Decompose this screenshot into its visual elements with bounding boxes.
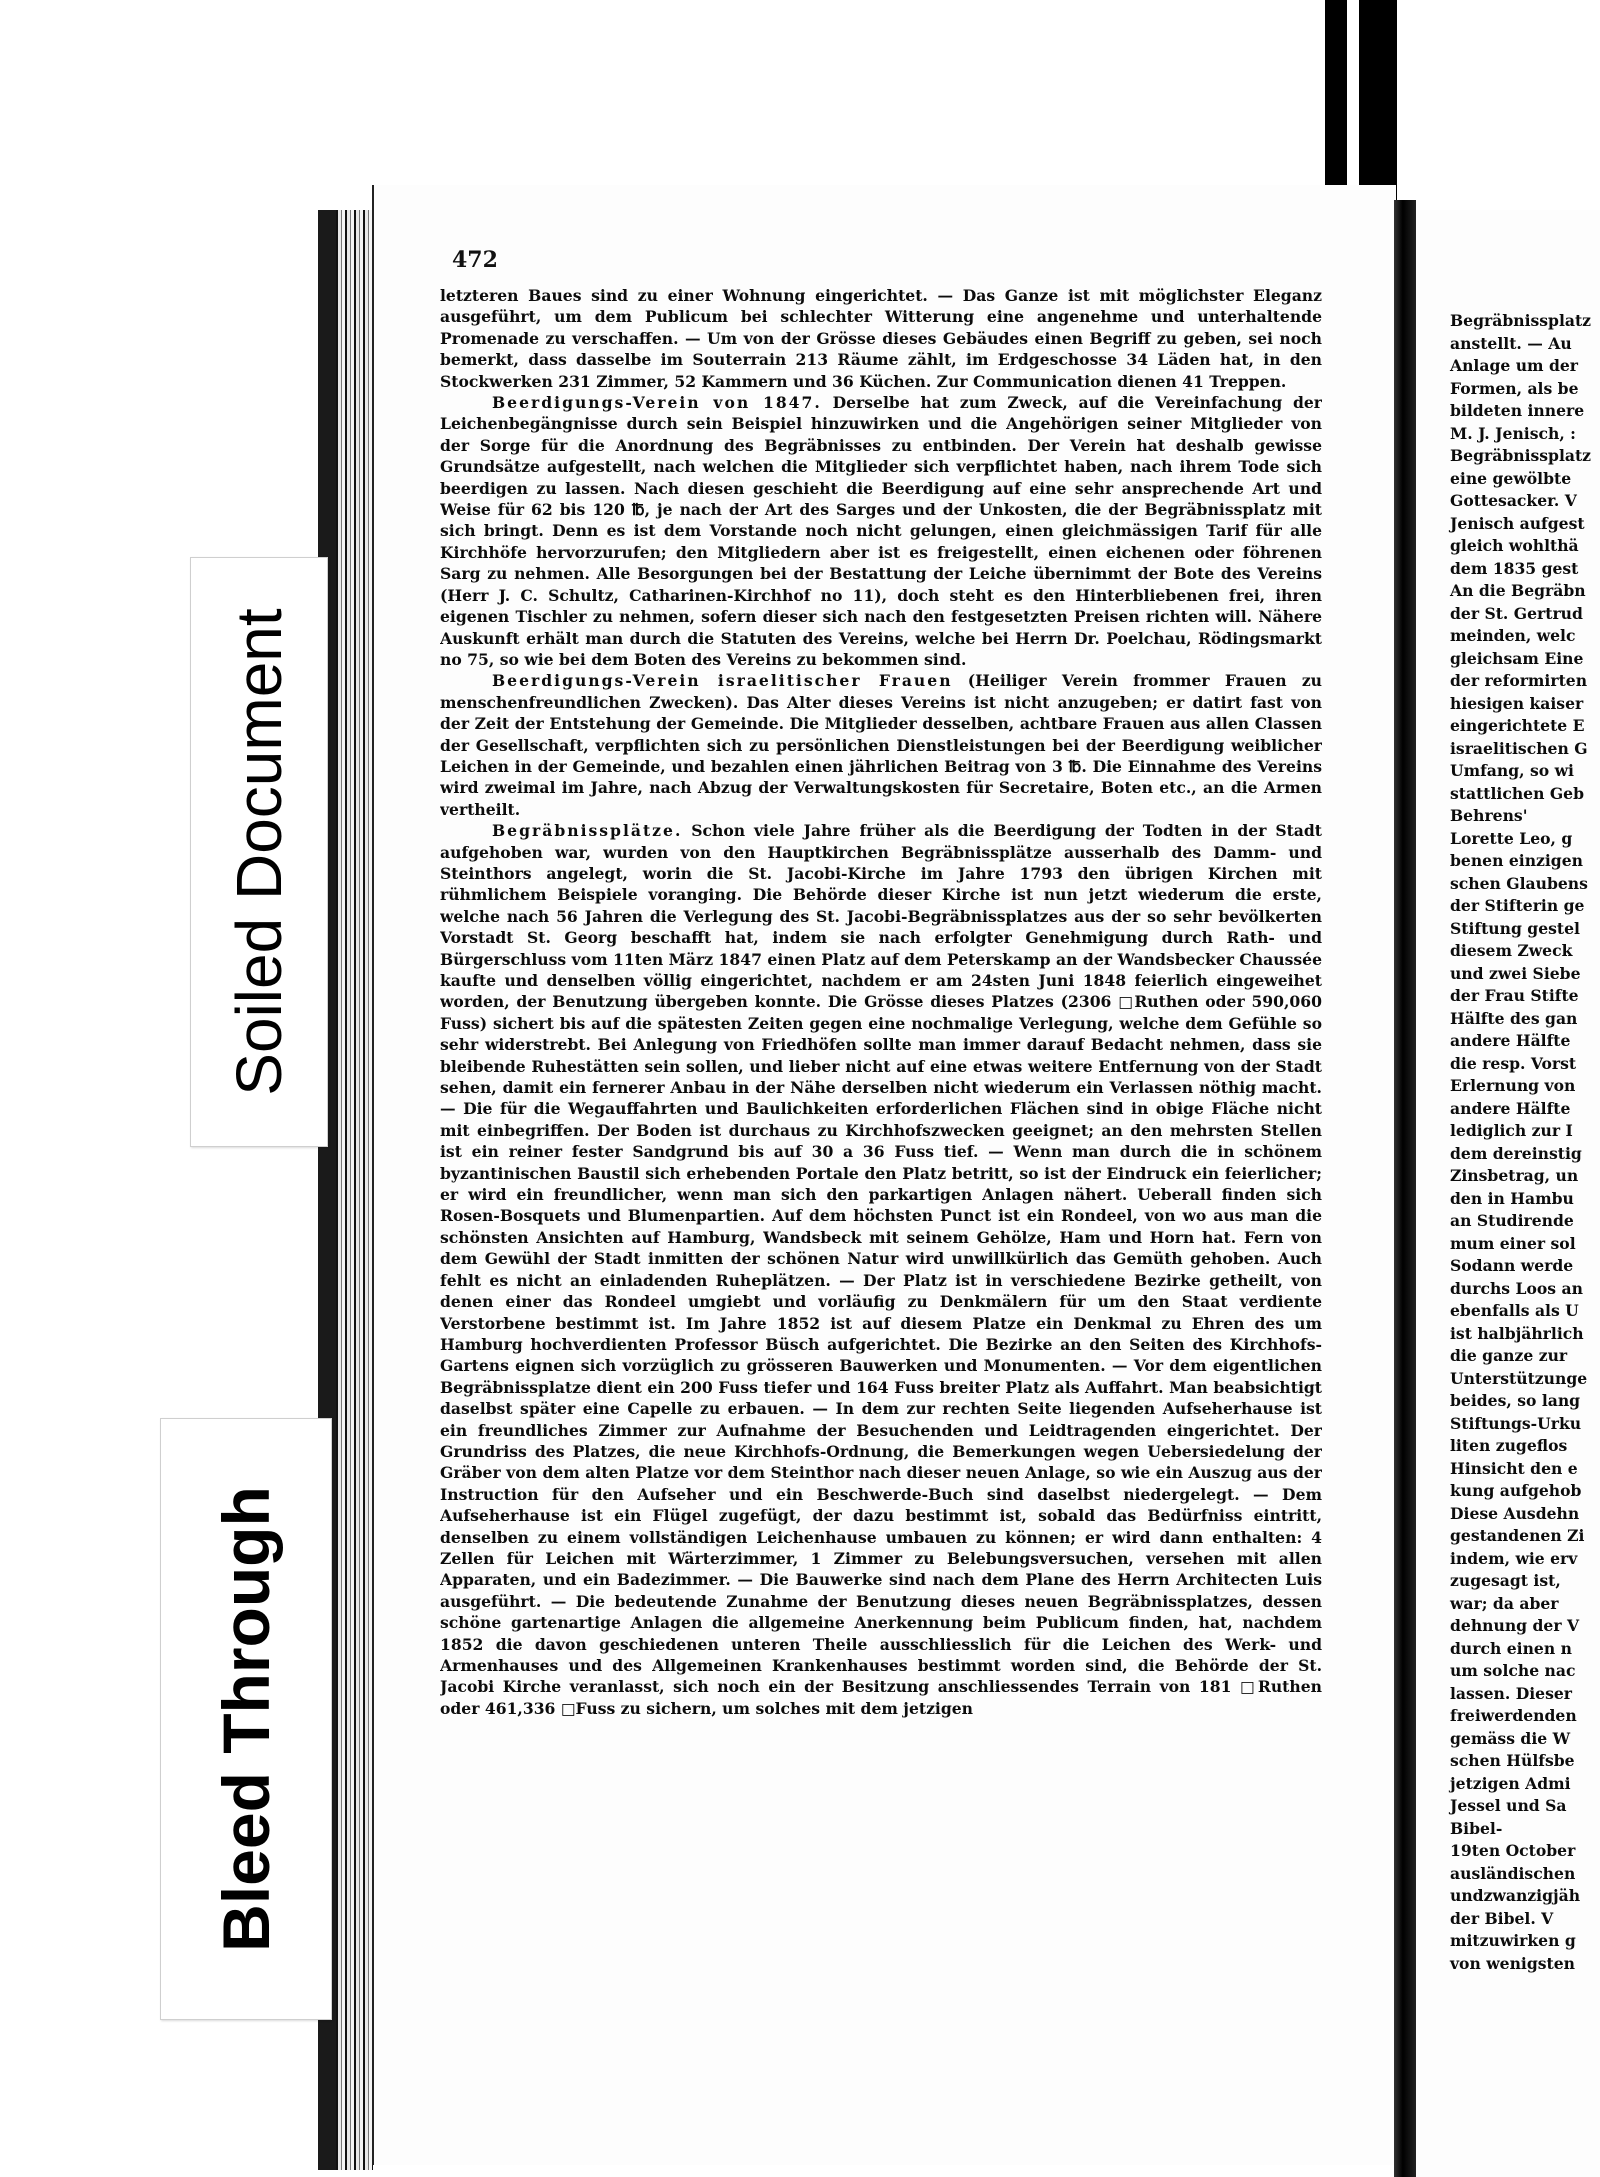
- right-page-line: Anlage um der: [1450, 356, 1579, 375]
- right-page-line: Jessel und Sa: [1450, 1796, 1567, 1815]
- paragraph: [440, 820, 1322, 1719]
- right-page-line: Unterstützunge: [1450, 1368, 1588, 1388]
- right-page-line: schen Glaubens: [1450, 873, 1588, 893]
- right-page-line: kung aufgehob: [1450, 1481, 1582, 1500]
- right-page-line: bildeten innere: [1450, 401, 1585, 420]
- right-page-line: Stiftung gestel: [1450, 918, 1580, 938]
- left-page: [372, 185, 1396, 2165]
- right-page-line: Umfang, so wi: [1450, 761, 1574, 780]
- right-page-line: Formen, als be: [1450, 378, 1579, 398]
- right-page-line: Stiftungs-Urku: [1450, 1413, 1582, 1433]
- right-page-line: diesem Zweck: [1450, 941, 1573, 960]
- right-page-line: der Bibel. V: [1450, 1908, 1554, 1928]
- right-page-line: gleich wohlthä: [1450, 536, 1579, 555]
- right-page-line: Begräbnissplatz: [1450, 446, 1592, 465]
- right-page-line: dem 1835 gest: [1450, 558, 1579, 578]
- right-page-line: schen Hülfsbe: [1450, 1751, 1575, 1770]
- right-page-line: meinden, welc: [1450, 626, 1576, 645]
- paragraph-lead: Beerdigungs-Verein von 1847.: [492, 393, 822, 413]
- right-page-line: um solche nac: [1450, 1661, 1576, 1680]
- right-page-line: eingerichtete E: [1450, 716, 1585, 735]
- right-page-line: undzwanzigjäh: [1450, 1886, 1581, 1905]
- book-gutter: [1394, 200, 1416, 2177]
- right-page-line: der St. Gertrud: [1450, 603, 1583, 623]
- right-page-line: stattlichen Geb: [1450, 783, 1585, 803]
- right-page-line: durch einen n: [1450, 1638, 1572, 1658]
- right-page-line: andere Hälfte: [1450, 1031, 1571, 1050]
- right-page-line: andere Hälfte: [1450, 1098, 1571, 1118]
- right-page-line: Begräbnissplatz: [1450, 311, 1592, 330]
- right-page-line: jetzigen Admi: [1450, 1773, 1571, 1793]
- right-page-line: den in Hambu: [1450, 1188, 1574, 1208]
- paragraph-text: letzteren Baues sind zu einer Wohnung eingerichtet. — Das Ganze ist mit möglichster Eleganz ausgeführt, um dem Publicum bei schlechter Witterung eine angenehme und unterhaltende Promenade zu verschaffen. — Um von der Grösse dieses Gebäudes einen Begriff zu geben, sei noch bemerkt, dass dasselbe im Souterrain 213 Räume zählt, im Erdgeschosse 34 Läden hat, in den Stockwerken 231 Zimmer, 52 Kammern und 36 Küchen. Zur Communication dienen 41 Treppen.: [440, 286, 1322, 391]
- right-page-line: lediglich zur I: [1450, 1121, 1573, 1140]
- right-page-line: der reformirten: [1450, 671, 1588, 690]
- right-page-line: ist halbjährlich: [1450, 1323, 1584, 1343]
- right-page-line: M. J. Jenisch, :: [1450, 423, 1576, 443]
- right-page-line: die ganze zur: [1450, 1346, 1568, 1365]
- right-page-line: eine gewölbte: [1450, 468, 1572, 488]
- right-page-line: der Frau Stifte: [1450, 986, 1579, 1005]
- right-page-line: Zinsbetrag, un: [1450, 1166, 1579, 1185]
- right-page-line: hiesigen kaiser: [1450, 693, 1584, 713]
- right-page-text: [1450, 310, 1600, 1975]
- right-page-line: gemäss die W: [1450, 1728, 1571, 1748]
- right-page-line: lassen. Dieser: [1450, 1683, 1572, 1703]
- right-page-line: zugesagt ist,: [1450, 1571, 1561, 1590]
- right-page-line: ausländischen: [1450, 1863, 1576, 1883]
- right-page-line: gestandenen Zi: [1450, 1526, 1585, 1545]
- right-page-fragment: [1416, 210, 1600, 2177]
- right-page-line: An die Begräbn: [1450, 581, 1586, 600]
- right-page-line: Hälfte des gan: [1450, 1008, 1578, 1028]
- paragraph-text: Derselbe hat zum Zweck, auf die Vereinfachung der Leichenbegängnisse durch sein Beispiel hinzuwirken und die Angehörigen seiner Mitglieder von der Sorge für die Anordnung des Begräbnisses zu entbinden. Der Verein hat deshalb gewisse Grundsätze aufgestellt, nach welchen die Mitglieder sich verpflichtet haben, nach ihrem Tode sich beerdigen zu lassen. Nach diesen geschieht die Beerdigung auf eine sehr ansprechende Art und Weise für 62 bis 120 ℔, je nach der Art des Sarges und der Unkosten, die der Begräbnissplatz mit sich bringt. Denn es ist dem Vorstande noch nicht gelungen, einen gleichmässigen Tarif für alle Kirchhöfe hervorzurufen; den Mitgliedern aber ist es freigestellt, einen eichenen oder föhrenen Sarg zu nehmen. Alle Besorgungen bei der Bestattung der Leiche übernimmt der Bote des Vereins (Herr J. C. Schultz, Catharinen-Kirchhof no 11), doch steht es den Hinterbliebenen frei, ihren eigenen Tischler zu nehmen, sofern dieser sich nach den festgesetzten Preisen richten will. Nähere Auskunft erhält man durch die Statuten des Vereins, welche bei Herrn Dr. Poelchau, Rödingsmarkt no 75, so wie bei dem Boten des Vereins zu bekommen sind.: [440, 393, 1322, 669]
- right-page-line: benen einzigen: [1450, 851, 1583, 870]
- right-page-line: israelitischen G: [1450, 738, 1588, 758]
- paragraph-text: (Heiliger Verein frommer Frauen zu menschenfreundlichen Zwecken). Das Alter dieses Vereins ist nicht anzugeben; er datirt fast von der Zeit der Entstehung der Gemeinde. Die Mitglieder desselben, achtbare Frauen aus allen Classen der Gesellschaft, verpflichten sich zu persönlichen Dienstleistungen bei der Beerdigung weiblicher Leichen in der Gemeinde, und bezahlen einen jährlichen Beitrag von 3 ℔. Die Einnahme des Vereins wird zweimal im Jahre, nach Abzug der Verwaltungskosten für Secretaire, Boten etc., an die Armen vertheilt.: [440, 671, 1322, 819]
- right-page-line: liten zugeflos: [1450, 1436, 1568, 1455]
- page-body-text: [440, 285, 1322, 2085]
- right-page-line: ebenfalls als U: [1450, 1301, 1579, 1320]
- paragraph-lead: Beerdigungs-Verein israelitischer Frauen: [492, 671, 953, 691]
- scanner-strip-gap: [1347, 0, 1359, 190]
- right-page-line: Lorette Leo, g: [1450, 828, 1573, 848]
- right-page-line: Hinsicht den e: [1450, 1458, 1578, 1478]
- right-page-line: die resp. Vorst: [1450, 1053, 1577, 1073]
- paragraph-lead: Begräbnissplätze.: [492, 821, 683, 841]
- right-page-line: anstellt. — Au: [1450, 333, 1572, 353]
- right-page-line: Jenisch aufgest: [1450, 513, 1585, 533]
- right-page-line: freiwerdenden: [1450, 1706, 1577, 1725]
- right-page-line: mum einer sol: [1450, 1233, 1576, 1253]
- right-page-line: der Stifterin ge: [1450, 896, 1585, 915]
- tag-bleed-through: [160, 1418, 332, 2020]
- right-page-line: 19ten October: [1450, 1841, 1576, 1860]
- right-page-line: indem, wie erv: [1450, 1548, 1578, 1568]
- paragraph: [440, 285, 1322, 392]
- page-number: 472: [452, 247, 498, 273]
- right-page-line: und zwei Siebe: [1450, 963, 1581, 983]
- right-page-line: Gottesacker. V: [1450, 491, 1577, 510]
- right-page-line: an Studirende: [1450, 1211, 1574, 1230]
- right-page-line: dem dereinstig: [1450, 1143, 1582, 1163]
- right-page-line: von wenigsten: [1450, 1953, 1575, 1973]
- paragraph: [440, 670, 1322, 820]
- right-page-line: dehnung der V: [1450, 1616, 1580, 1635]
- right-page-line: beides, so lang: [1450, 1391, 1581, 1410]
- paragraph: [440, 392, 1322, 670]
- right-page-line: durchs Loos an: [1450, 1278, 1583, 1298]
- paragraph-text: Schon viele Jahre früher als die Beerdigung der Todten in der Stadt aufgehoben war, wurden von den Hauptkirchen Begräbnissplätze ausserhalb des Damm- und Steinthors angelegt, worin die St. Jacobi-Kirche im Jahre 1793 den übrigen Kirchen mit rühmlichem Beispiele voranging. Die Behörde dieser Kirche ist nun jetzt wiederum die erste, welche nach 56 Jahren die Verlegung des St. Jacobi-Begräbnissplatzes aus der so sehr bevölkerten Vorstadt St. Georg beschafft hat, indem sie nach erfolgter Genehmigung durch Rath- und Bürgerschluss vom 11ten März 1847 einen Platz auf dem Peterskamp an der Wandsbecker Chaussée kaufte und denselben völlig eingerichtet, nachdem er am 24sten Juni 1848 feierlich eingeweihet worden, der Benutzung übergeben konnte. Die Grösse dieses Platzes (2306 □Ruthen oder 590,060 Fuss) sichert bis auf die spätesten Zeiten gegen eine nochmalige Verlegung, welche dem Gefühle so sehr widerstrebt. Bei Anlegung von Friedhöfen sollte man immer darauf Bedacht nehmen, dass sie bleibende Ruhestätten sein sollen, und lieber nicht auf eine etwas weitere Entfernung von der Stadt sehen, damit ein fernerer Anbau in der Nähe derselben nicht wiederum ein Verlassen nöthig macht. — Die für die Wegauffahrten und Baulichkeiten erforderlichen Flächen sind in obige Fläche nicht mit einbegriffen. Der Boden ist durchaus zu Kirchhofszwecken geeignet; an den mehrsten Stellen ist ein reiner fester Sandgrund bis auf 30 a 36 Fuss tief. — Wenn man durch die in schönem byzantinischen Baustil sich erhebenden Portale den Platz betritt, so ist der Eindruck ein feierlicher; er wird ein freundlicher, wenn man sich den parkartigen Anlagen nähert. Ueberall finden sich Rosen-Bosquets und Blumenpartien. Auf dem höchsten Punct ist ein Rondeel, von wo aus man die schönsten Ansichten auf Hamburg, Wandsbeck mit seinem Gehölze, Ham und Horn hat. Fern von dem Gewühl der Stadt inmitten der schönen Natur wird unwillkürlich das Gemüth gehoben. Auch fehlt es nicht an einladenden Ruheplätzen. — Der Platz ist in verschiedene Bezirke getheilt, von denen einer das Rondeel umgiebt und vorläufig zu Denkmälern für um den Staat verdiente Verstorbene bestimmt ist. Im Jahre 1852 ist auf diesem Platze ein Denkmal zu Ehren des um Hamburg hochverdienten Professor Büsch aufgerichtet. Die Bezirke an den Seiten des Kirchhofs-Gartens eignen sich vorzüglich zu grösseren Bauwerken und Monumenten. — Vor dem eigentlichen Begräbnissplatze dient ein 200 Fuss tiefer und 164 Fuss breiter Platz als Auffahrt. Man beabsichtigt daselbst später eine Capelle zu erbauen. — In dem zur rechten Seite liegenden Aufseherhause ist ein freundliches Zimmer zur Aufnahme der Besuchenden und Leidtragenden eingerichtet. Der Grundriss des Platzes, die neue Kirchhofs-Ordnung, die Bemerkungen wegen Uebersiedelung der Gräber von dem alten Platze vor dem Steinthor nach dieser neuen Anlage, so wie ein Auszug aus der Instruction für den Aufseher und ein Beschwerde-Buch sind daselbst niedergelegt. — Dem Aufseherhause ist ein Flügel zugefügt, der dazu bestimmt ist, sobald das Bedürfniss eintritt, denselben zu einem vollständigen Leichenhause umbauen zu können; er wird dann enthalten: 4 Zellen für Leichen mit Wärterzimmer, 1 Zimmer zu Belebungsversuchen, versehen mit allen Apparaten, und ein Badezimmer. — Die Bauwerke sind nach dem Plane des Herrn Architecten Luis ausgeführt. — Die bedeutende Zunahme der Benutzung dieses neuen Begräbnissplatzes, dessen schöne gartenartige Anlagen die allgemeine Anerkennung beim Publicum finden, hat, nachdem 1852 die davon geschiedenen unteren Theile ausschliesslich für die Leichen des Werk- und Armenhauses und des Allgemeinen Krankenhauses bestimmt worden sind, die Behörde der St. Jacobi Kirche veranlasst, sich noch ein der Besitzung anschliessendes Terrain von 181 □Ruthen oder 461,336 □Fuss zu sichern, um solches mit dem jetzigen: [440, 821, 1322, 1718]
- tag-soiled-label: Soiled Document: [223, 608, 295, 1096]
- right-page-line: Erlernung von: [1450, 1076, 1576, 1095]
- right-page-line: mitzuwirken g: [1450, 1931, 1576, 1950]
- tag-bleed-label: Bleed Through: [209, 1486, 283, 1952]
- right-page-line: Sodann werde: [1450, 1256, 1574, 1275]
- right-page-line: Diese Ausdehn: [1450, 1503, 1580, 1523]
- tag-soiled-document: [190, 557, 328, 1147]
- right-page-line: Behrens': [1450, 806, 1528, 825]
- right-page-line: Bibel-: [1450, 1818, 1503, 1838]
- right-page-line: war; da aber: [1450, 1593, 1559, 1613]
- right-page-line: gleichsam Eine: [1450, 648, 1584, 668]
